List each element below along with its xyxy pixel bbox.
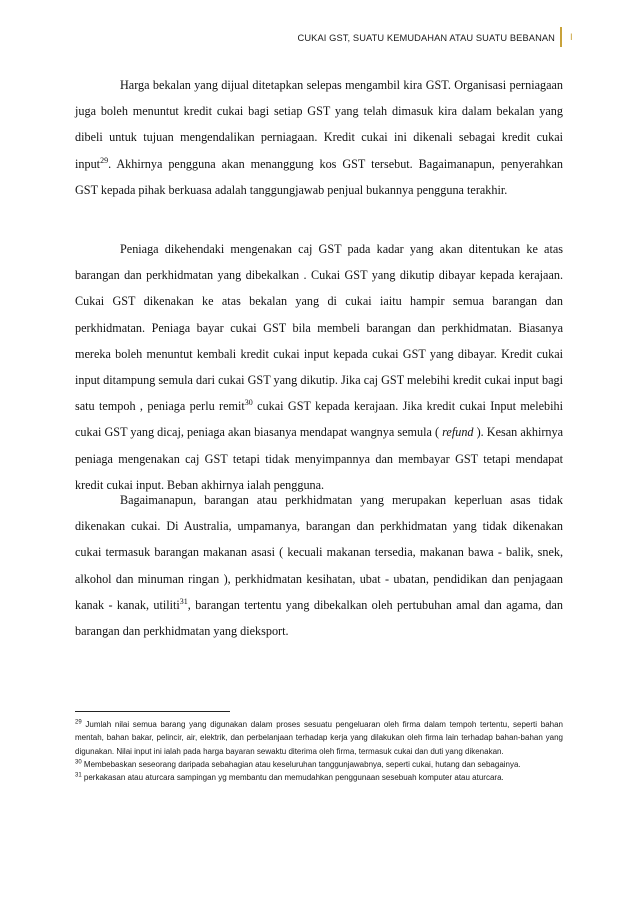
footnote-31 bbox=[75, 771, 563, 784]
footnote-30 bbox=[75, 758, 563, 771]
paragraph-2 bbox=[75, 236, 563, 498]
paragraph-2-italic-refund: refund bbox=[442, 425, 474, 440]
footnote-number: 29 bbox=[75, 719, 82, 726]
footnote-divider bbox=[75, 711, 230, 712]
paragraph-3-text-b: , barangan tertentu yang dibekalkan oleh pertubuhan amal dan agama, dan barangan dan perkhidmatan yang dieksport. bbox=[75, 597, 563, 639]
footnote-ref-31[interactable]: 31 bbox=[179, 596, 188, 606]
paragraph-1-text-b: . Akhirnya pengguna akan menanggung kos GST tersebut. Bagaimanapun, penyerahkan GST kepada pihak berkuasa adalah tanggungjawab penjual bukannya pengguna terakhir. bbox=[75, 156, 563, 197]
paragraph-2-text-b: cukai GST kepada kerajaan. Jika kredit cukai Input melebihi cukai GST yang dicaj, peniaga akan biasanya mendapat wangnya semula ( bbox=[75, 399, 563, 440]
footnote-number: 31 bbox=[75, 772, 82, 779]
page-number: I bbox=[570, 32, 573, 43]
paragraph-3-text-a: Bagaimanapun, barangan atau perkhidmatan yang merupakan keperluan asas tidak dikenakan cukai. Di Australia, umpamanya, barangan dan perkhidmatan yang tidak dikenakan cukai termasuk barangan makanan asasi ( kecuali makanan tersedia, makanan bawa - balik, snek, alkohol dan minuman ringan ), perkhidmatan kesihatan, ubat - ubatan, pendidikan dan penjagaan kanak - kanak, utiliti bbox=[75, 493, 563, 612]
header-separator bbox=[560, 27, 562, 47]
footnote-number: 30 bbox=[75, 759, 82, 766]
footnote-text: perkakasan atau aturcara sampingan yg membantu dan memudahkan penggunaan sesebuah komputer atau aturcara. bbox=[81, 773, 504, 783]
header-title: CUKAI GST, SUATU KEMUDAHAN ATAU SUATU BEBANAN bbox=[297, 33, 555, 43]
footnotes bbox=[75, 718, 563, 784]
paragraph-2-text-a: Peniaga dikehendaki mengenakan caj GST pada kadar yang akan ditentukan ke atas barangan dan perkhidmatan yang dibekalkan . Cukai GST yang dikutip dibayar kepada kerajaan. Cukai GST dikenakan ke atas bekalan yang di cukai iaitu hampir semua barangan dan perkhidmatan. Peniaga bayar cukai GST bila membeli barangan dan perkhidmatan. Biasanya mereka boleh menuntut kembali kredit cukai input kepada cukai GST yang dibayar. Kredit cukai input ditampung semula dari cukai GST yang dikutip. Jika caj GST melebihi kredit cukai input bagi satu tempoh , peniaga perlu remit bbox=[75, 242, 563, 414]
footnote-text: Membebaskan seseorang daripada sebahagian atau keseluruhan tanggunjawabnya, seperti cukai, hutang dan sebagainya. bbox=[81, 759, 521, 769]
footnote-text: Jumlah nilai semua barang yang digunakan dalam proses sesuatu pengeluaran oleh firma dalam tempoh tertentu, seperti bahan mentah, bahan bakar, pelincir, air, elektrik, dan perbelanjaan terhadap kerja yang dilakukan oleh firma lain terhadap bahan-bahan yang digunakan. Nilai input ini ialah pada harga bayaran sewaktu diterima oleh firma, termasuk cukai dan duti yang dikenakan. bbox=[75, 720, 563, 756]
running-header bbox=[0, 27, 638, 47]
paragraph-2-text-c: ). Kesan akhirnya peniaga mengenakan caj GST tetapi tidak menyimpannya dan membayar GST tetapi mendapat kredit cukai input. Beban akhirnya ialah pengguna. bbox=[75, 425, 563, 492]
paragraph-1 bbox=[75, 72, 563, 203]
paragraph-1-text-a: Harga bekalan yang dijual ditetapkan selepas mengambil kira GST. Organisasi perniagaan juga boleh menuntut kredit cukai bagi setiap GST yang telah dimasuk kira dalam bekalan yang dibeli untuk tujuan mengendalikan perniagaan. Kredit cukai ini dikenali sebagai kredit cukai input bbox=[75, 78, 563, 171]
footnote-29 bbox=[75, 718, 563, 758]
paragraph-3 bbox=[75, 487, 563, 644]
footnote-ref-30[interactable]: 30 bbox=[244, 398, 253, 408]
footnote-ref-29[interactable]: 29 bbox=[100, 155, 109, 165]
